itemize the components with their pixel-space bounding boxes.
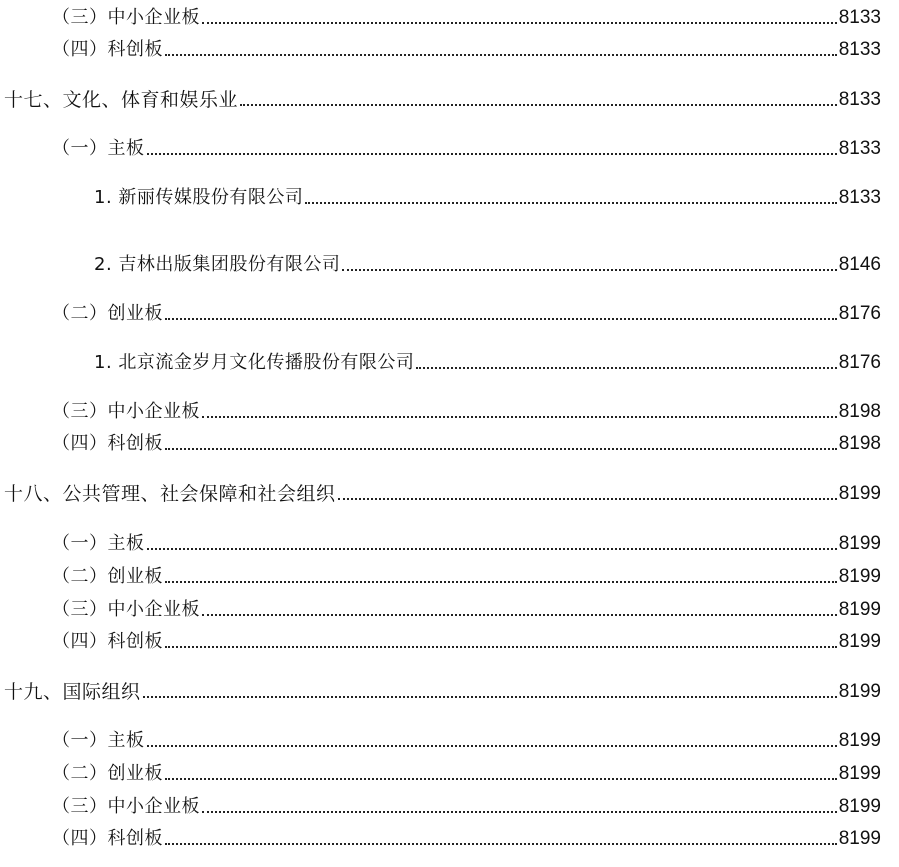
toc-entry-title: （三）中小企业板 [52,7,200,28]
toc-entry-title: （二）创业板 [52,303,163,324]
toc-entry-page-number: 8133 [838,39,881,60]
toc-entry-page-number: 8133 [838,7,881,28]
toc-entry[interactable] [0,563,881,589]
dot-leader [165,54,837,56]
toc-section-heading[interactable] [0,678,881,704]
toc-entry-title: （三）中小企业板 [52,599,200,620]
toc-entry-title: 十七、文化、体育和娱乐业 [4,89,239,111]
dot-leader [202,22,837,24]
toc-entry-title: 十八、公共管理、社会保障和社会组织 [4,483,336,505]
toc-company-entry[interactable] [0,251,881,277]
dot-leader [338,498,837,500]
toc-entry[interactable] [0,760,881,786]
toc-entry-title: （三）中小企业板 [52,401,200,422]
toc-entry-title: （一）主板 [52,533,145,554]
toc-entry-page-number: 8199 [838,599,881,620]
dot-leader [165,843,837,845]
toc-entry[interactable] [0,36,881,62]
toc-entry-page-number: 8199 [838,730,881,751]
dot-leader [202,416,837,418]
toc-entry-title: （四）科创板 [52,39,163,60]
toc-section-heading[interactable] [0,86,881,112]
toc-entry-page-number: 8198 [838,401,881,422]
dot-leader [165,778,837,780]
dot-leader [147,153,837,155]
dot-leader [165,646,837,648]
dot-leader [143,696,837,698]
toc-entry-page-number: 8176 [838,303,881,324]
toc-entry[interactable] [0,300,881,326]
toc-entry-title: （二）创业板 [52,566,163,587]
toc-company-entry[interactable] [0,349,881,375]
toc-entry-title: 十九、国际组织 [4,681,141,703]
toc-entry-title: （一）主板 [52,138,145,159]
dot-leader [147,548,837,550]
toc-entry-title: 2. 吉林出版集团股份有限公司 [94,254,341,275]
toc-entry[interactable] [0,4,881,30]
toc-entry-title: （三）中小企业板 [52,796,200,817]
toc-entry-page-number: 8199 [838,763,881,784]
toc-entry-page-number: 8146 [838,254,881,275]
toc-entry-page-number: 8133 [838,89,881,110]
toc-entry-title: 1. 新丽传媒股份有限公司 [94,187,304,208]
dot-leader [165,318,837,320]
toc-entry-title: 1. 北京流金岁月文化传播股份有限公司 [94,352,415,373]
toc-entry-page-number: 8199 [838,681,881,702]
toc-entry-page-number: 8199 [838,631,881,652]
toc-entry[interactable] [0,628,881,654]
toc-entry[interactable] [0,135,881,161]
toc-entry-title: （四）科创板 [52,631,163,652]
toc-entry[interactable] [0,398,881,424]
toc-entry-page-number: 8199 [838,828,881,849]
toc-entry-page-number: 8199 [838,566,881,587]
toc-entry-page-number: 8133 [838,138,881,159]
toc-entry-page-number: 8199 [838,483,881,504]
dot-leader [202,811,837,813]
dot-leader [305,202,836,204]
toc-entry-title: （一）主板 [52,730,145,751]
toc-entry-page-number: 8199 [838,533,881,554]
toc-entry[interactable] [0,727,881,753]
toc-entry-title: （二）创业板 [52,763,163,784]
toc-entry-page-number: 8133 [838,187,881,208]
dot-leader [147,745,837,747]
toc-entry[interactable] [0,430,881,456]
dot-leader [202,614,837,616]
toc-entry-title: （四）科创板 [52,828,163,849]
toc-entry-page-number: 8199 [838,796,881,817]
toc-entry[interactable] [0,793,881,819]
toc-entry-page-number: 8198 [838,433,881,454]
toc-section-heading[interactable] [0,480,881,506]
toc-entry-page-number: 8176 [838,352,881,373]
toc-entry-title: （四）科创板 [52,433,163,454]
dot-leader [416,367,836,369]
toc-entry[interactable] [0,596,881,622]
dot-leader [240,104,837,106]
toc-entry[interactable] [0,530,881,556]
dot-leader [342,269,836,271]
toc-entry[interactable] [0,825,881,851]
dot-leader [165,448,837,450]
dot-leader [165,581,837,583]
toc-company-entry[interactable] [0,184,881,210]
